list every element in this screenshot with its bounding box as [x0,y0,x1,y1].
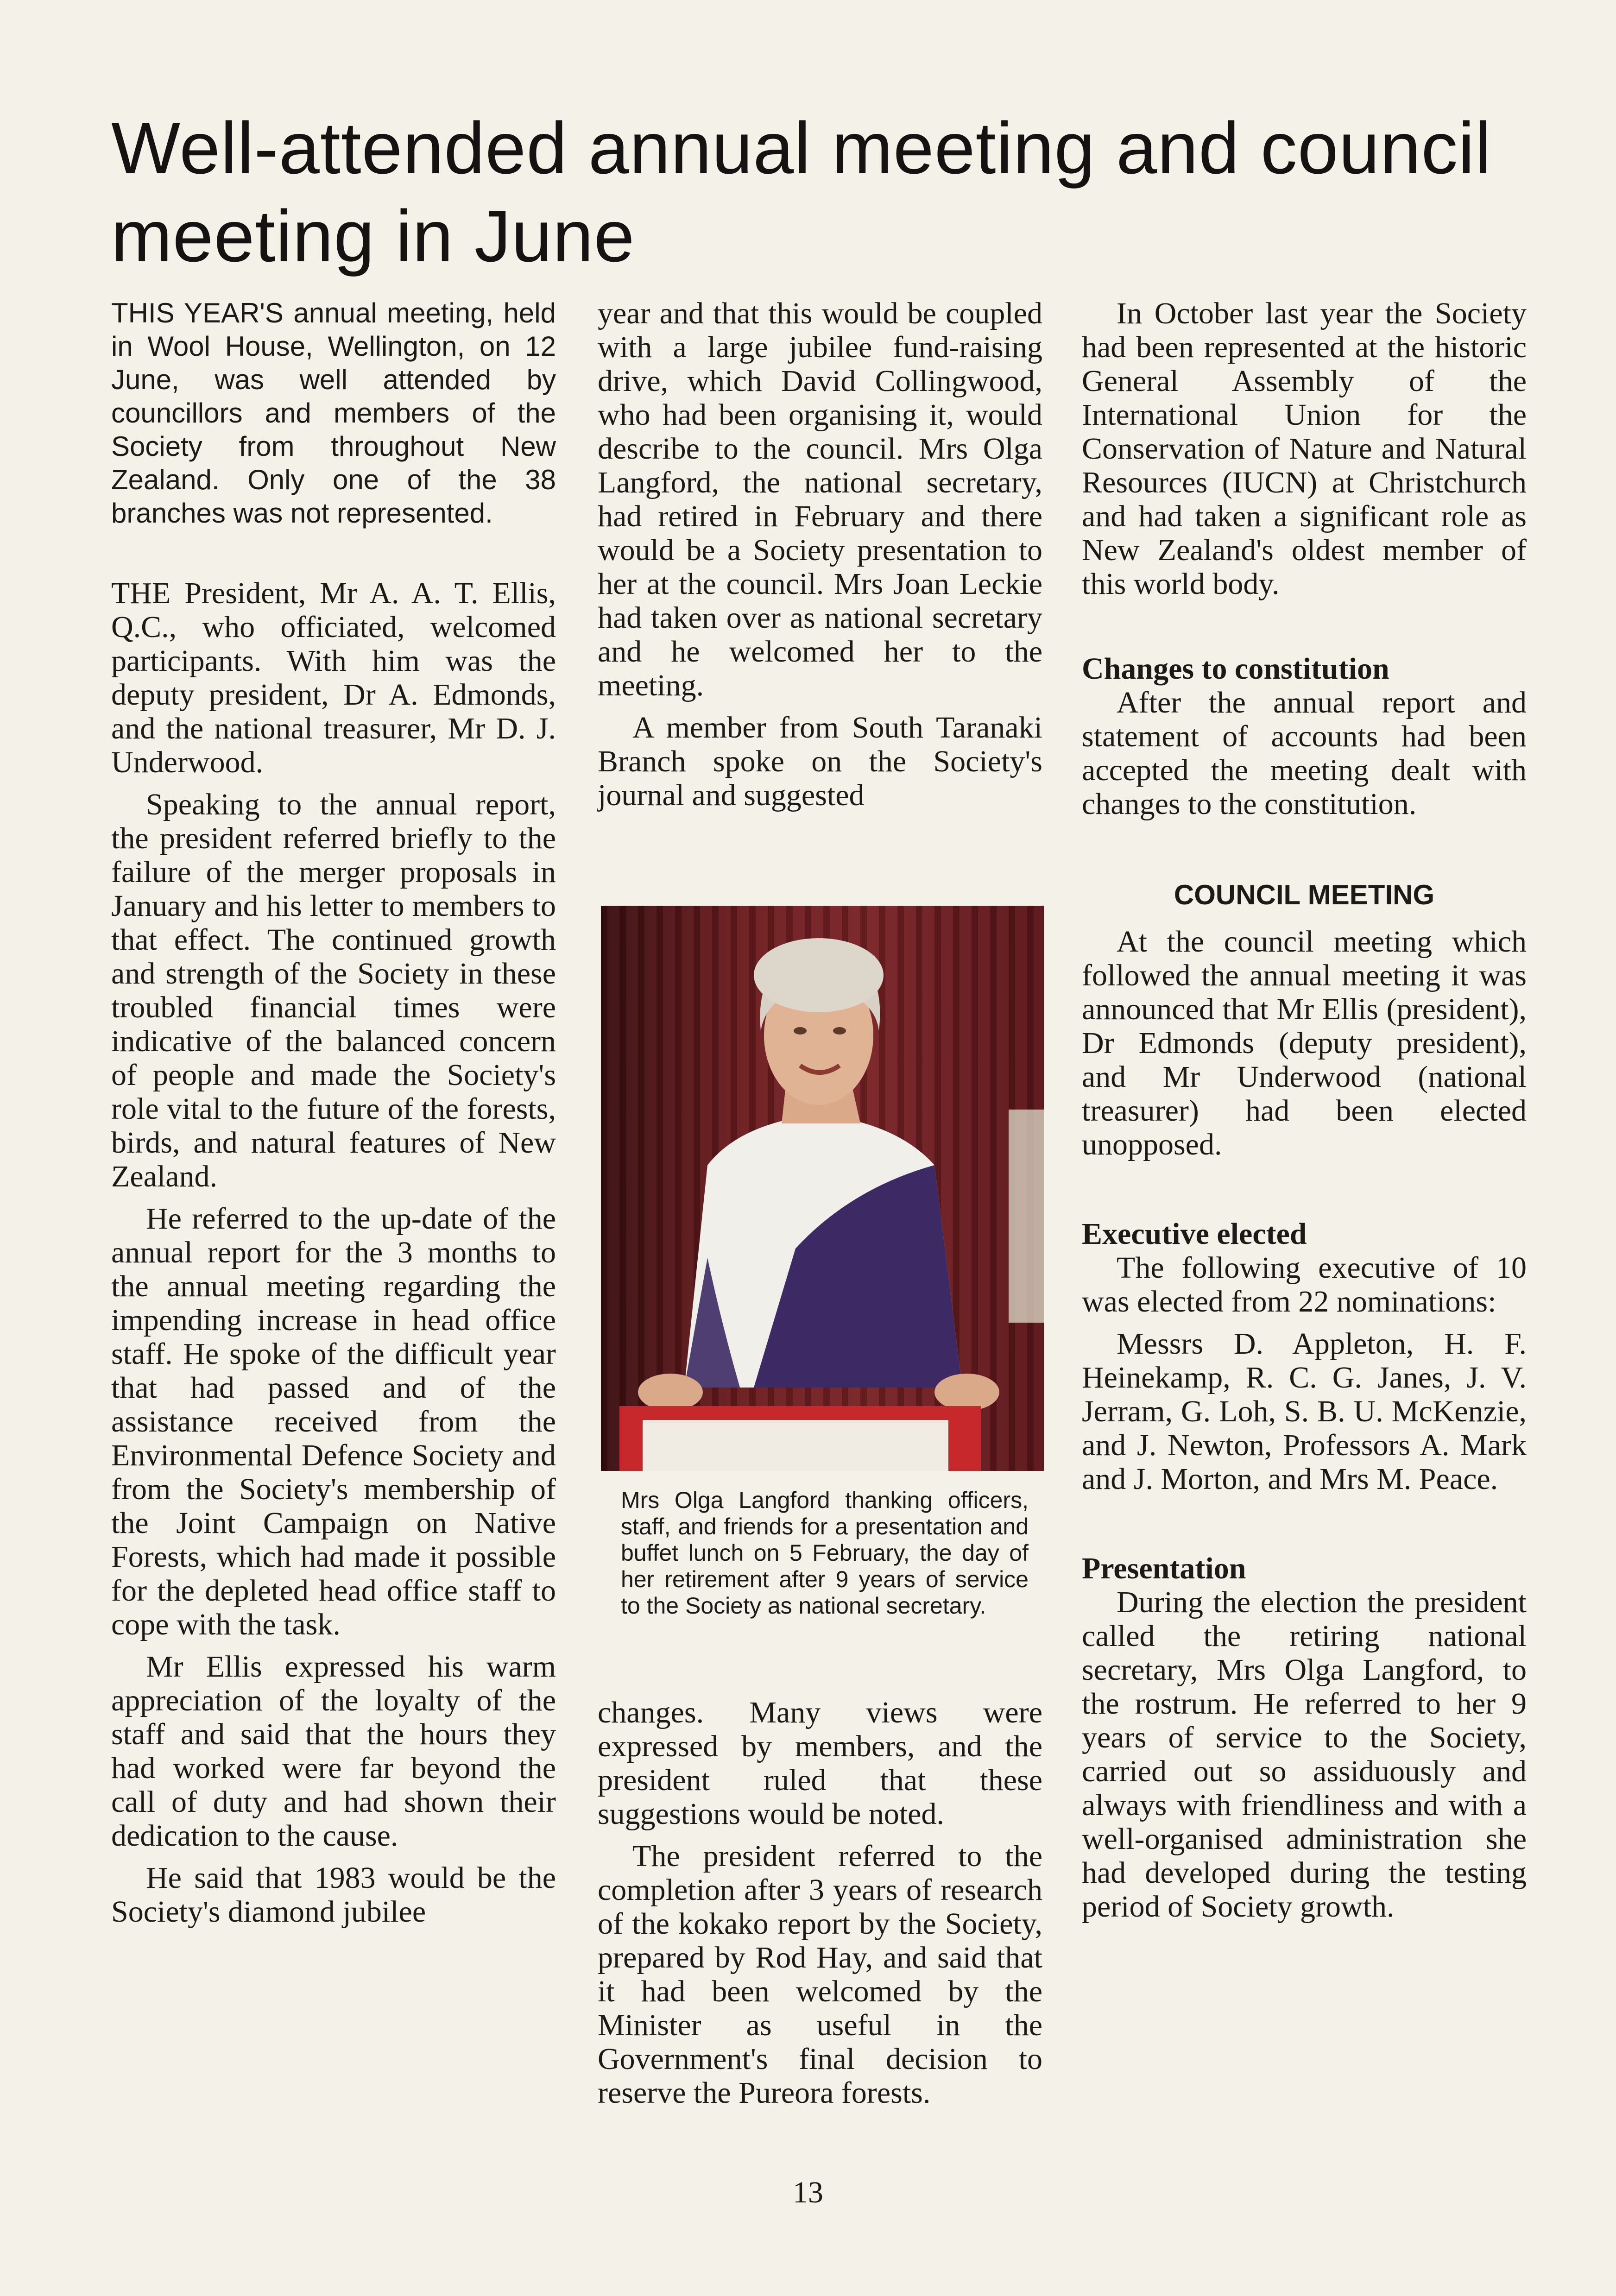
paragraph: Speaking to the annual report, the president referred briefly to the failure of the merger proposals in January and his letter to members to that effect. The continued growth and strength of the Society in these troubled financial times were indicative of the balanced concern of people and made the Society's role vital to the future of the forests, birds, and natural features of New Zealand. [111,788,556,1193]
column-3 [1082,296,1527,1924]
page-title: Well-attended annual meeting and council meeting in June [111,107,1492,277]
paragraph: After the annual report and statement of accounts had been accepted the meeting dealt with changes to the constitution. [1082,686,1527,821]
photo-illustration [601,906,1044,1471]
paragraph: A member from South Taranaki Branch spoke on the Society's journal and suggested [598,711,1042,812]
page-number: 13 [793,2176,823,2209]
column-2 [598,296,1042,812]
subheading-presentation: Presentation [1082,1552,1246,1585]
column-1 [111,296,556,1929]
subheading-executive-elected: Executive elected [1082,1217,1307,1251]
paragraph: In October last year the Society had been represented at the historic General Assembly of the International Union for the Conservation of Nature and Natural Resources (IUCN) at Christchurch and had taken a significant role as New Zealand's oldest member of this world body. [1082,296,1527,601]
subheading-council-meeting: COUNCIL MEETING [1174,879,1435,910]
subheading-changes-to-constitution: Changes to constitution [1082,652,1389,686]
paragraph: Mr Ellis expressed his warm appreciation of the loyalty of the staff and said that the hours they had worked were far beyond the call of duty and had shown their dedication to the cause. [111,1650,556,1853]
photo [601,906,1044,1471]
paragraph: THE President, Mr A. A. T. Ellis, Q.C., who officiated, welcomed participants. With him was the deputy president, Dr A. Edmonds, and the national treasurer, Mr D. J. Underwood. [111,576,556,779]
paragraph: The following executive of 10 was elected from 22 nominations: [1082,1251,1527,1318]
paragraph: The president referred to the completion after 3 years of research of the kokako report by the Society, prepared by Rod Hay, and said that it had been welcomed by the Minister as useful in the Government's final decision to reserve the Pureora forests. [598,1839,1042,2110]
paragraph: He said that 1983 would be the Society's diamond jubilee [111,1861,556,1929]
photo-caption: Mrs Olga Langford thanking officers, staff, and friends for a presentation and buffet lunch on 5 February, the day of her retirement after 9 years of service to the Society as national secretary. [621,1487,1029,1619]
paragraph: He referred to the up-date of the annual report for the 3 months to the annual meeting regarding the impending increase in head office staff. He spoke of the difficult year that had passed and of the assistance received from the Environmental Defence Society and from the Society's membership of the Joint Campaign on Native Forests, which had made it possible for the depleted head office staff to cope with the task. [111,1202,556,1641]
paragraph: At the council meeting which followed the annual meeting it was announced that Mr Ellis (president), Dr Edmonds (deputy president), and Mr Underwood (national treasurer) had been elected unopposed. [1082,925,1527,1161]
paragraph: Messrs D. Appleton, H. F. Heinekamp, R. C. G. Janes, J. V. Jerram, G. Loh, S. B. U. McKenzie, and J. Newton, Professors A. Mark and J. Morton, and Mrs M. Peace. [1082,1327,1527,1496]
paragraph: year and that this would be coupled with a large jubilee fund-raising drive, which David Collingwood, who had been organising it, would describe to the council. Mrs Olga Langford, the national secretary, had retired in February and there would be a Society presentation to her at the council. Mrs Joan Leckie had taken over as national secretary and he welcomed her to the meeting. [598,296,1042,702]
lead-paragraph: THIS YEAR'S annual meeting, held in Wool House, Wellington, on 12 June, was well attended by councillors and members of the Society from throughout New Zealand. Only one of the 38 branches was not represented. [111,297,556,529]
column-2-continued [598,1696,1042,2110]
paragraph: During the election the president called the retiring national secretary, Mrs Olga Langford, to the rostrum. He referred to her 9 years of service to the Society, carried out so assiduously and always with friendliness and with a well-organised administration she had developed during the testing period of Society growth. [1082,1585,1527,1924]
paragraph: changes. Many views were expressed by members, and the president ruled that these suggestions would be noted. [598,1696,1042,1831]
